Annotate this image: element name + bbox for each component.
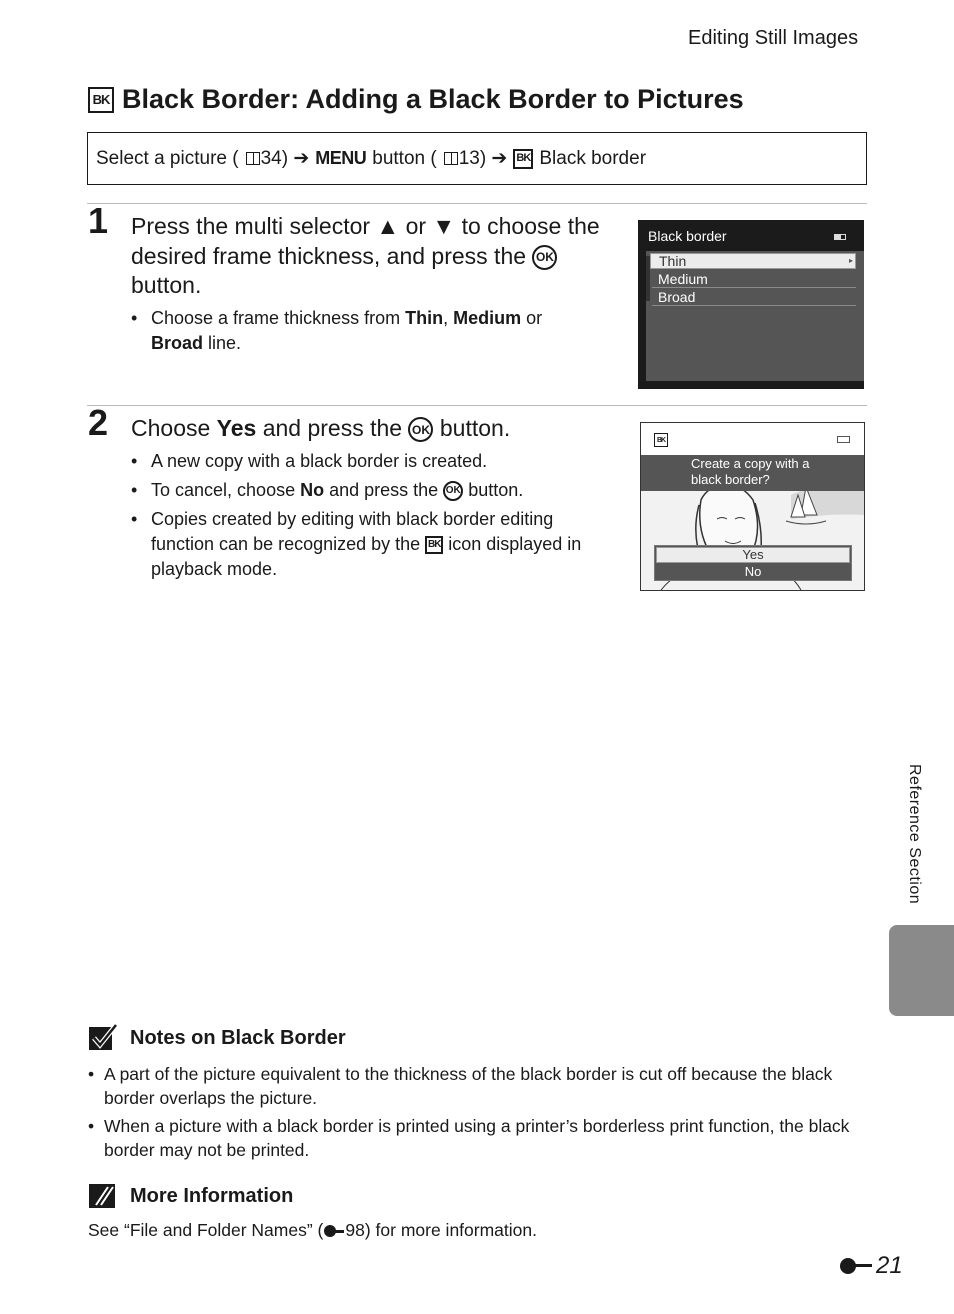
menu-path-text: Select a picture (: [96, 147, 239, 169]
step-notes: [131, 449, 621, 582]
text: button.: [439, 415, 511, 441]
step-number: 2: [88, 402, 109, 443]
divider: [87, 405, 867, 406]
notes-heading: [88, 1024, 346, 1052]
text: ) for more information.: [364, 1220, 537, 1240]
step-line: button.: [131, 272, 202, 298]
list-item: • When a picture with a black border is printed using a printer’s borderless print function, the black border may not be printed.: [88, 1114, 868, 1162]
section-title: Editing Still Images: [688, 27, 859, 49]
step-line: [131, 242, 621, 272]
menu-path-text: button (: [372, 147, 437, 169]
pencil-note-icon: [88, 1183, 118, 1209]
page-ref-number: 34: [260, 147, 282, 169]
option-name: Yes: [216, 415, 257, 441]
menu-item: Broad: [652, 289, 856, 306]
text: and press the: [256, 415, 403, 441]
text: and press the: [324, 480, 439, 500]
step-instruction: [131, 212, 621, 301]
more-info-heading: [88, 1183, 293, 1209]
text: or: [521, 308, 543, 328]
menu-panel: [646, 251, 864, 381]
step-text: desired frame thickness, and press the: [131, 242, 527, 269]
option-name: No: [300, 480, 325, 500]
list-item: [131, 306, 601, 356]
text: button.: [468, 480, 524, 500]
black-border-icon: BK: [425, 536, 443, 554]
menu-path-text: Black border: [539, 147, 647, 169]
page-number: [840, 1252, 903, 1280]
reference-section-icon: [840, 1257, 874, 1275]
page-ref-number: 98: [345, 1220, 365, 1240]
yes-no-menu: [654, 545, 852, 581]
battery-icon: [834, 234, 846, 240]
text: See “File and Folder Names” (: [88, 1220, 324, 1240]
no-option: No: [744, 564, 762, 579]
arrow-text: ) ➔: [479, 148, 508, 169]
menu-item: Medium: [652, 271, 856, 288]
list-item: • A part of the picture equivalent to the thickness of the black border is cut off because the black border overlaps the picture.: [88, 1062, 868, 1110]
page-title-text: Black Border: Adding a Black Border to Pictures: [122, 84, 744, 114]
text: line.: [203, 333, 242, 353]
list-item: [131, 478, 621, 503]
step-instruction: [131, 414, 621, 444]
black-border-icon: BK: [513, 149, 533, 169]
reference-section-icon: [323, 1225, 345, 1237]
divider: [87, 203, 867, 204]
prompt-banner: [641, 455, 864, 491]
battery-icon: [837, 436, 850, 443]
arrow-text: ) ➔: [281, 148, 310, 169]
section-tab: [889, 925, 954, 1016]
camera-screen-confirm: [640, 422, 865, 591]
option-name: Medium: [453, 308, 522, 328]
notes-list: [88, 1062, 868, 1162]
list-item: • A new copy with a black border is created.: [131, 449, 621, 474]
page-title: [88, 84, 744, 115]
notes-heading-text: Notes on Black Border: [130, 1026, 346, 1049]
page-ref-number: 13: [458, 147, 480, 169]
more-info-heading-text: More Information: [130, 1184, 294, 1207]
checkmark-caution-icon: [88, 1024, 118, 1052]
reference-section-label: Reference Section: [906, 764, 923, 905]
step-line: Press the multi selector ▲ or ▼ to choose the: [131, 213, 600, 239]
screen-title: Black border: [648, 228, 727, 244]
menu-path-box: [87, 132, 867, 185]
text: Choose a frame thickness from: [151, 308, 406, 328]
screen-top-bar: [641, 423, 864, 455]
text: To cancel, choose: [151, 480, 301, 500]
page-reference-icon: [246, 152, 260, 165]
text: icon displayed in: [448, 534, 582, 554]
page-number-value: 21: [876, 1252, 903, 1279]
text: Copies created by editing with black border editing: [151, 509, 554, 529]
chevron-right-icon: ▸: [848, 256, 853, 265]
text: playback mode.: [151, 559, 278, 579]
step-notes: [131, 306, 601, 356]
yes-option: Yes: [656, 547, 850, 563]
option-name: Thin: [405, 308, 444, 328]
menu-item-selected: [650, 253, 856, 269]
page-reference-icon: [444, 152, 458, 165]
option-name: Broad: [151, 333, 204, 353]
menu-button-icon: MENU: [315, 148, 367, 168]
prompt-text: black border?: [691, 472, 770, 487]
ok-button-icon: OK: [408, 417, 433, 442]
text: Choose: [131, 415, 217, 441]
camera-screen-black-border-menu: [638, 220, 864, 389]
prompt-text: Create a copy with a: [691, 456, 810, 471]
black-border-icon: BK: [88, 87, 114, 113]
step-number: 1: [88, 200, 109, 241]
black-border-icon: BK: [654, 433, 668, 447]
ok-button-icon: OK: [443, 481, 463, 501]
text: ,: [443, 308, 454, 328]
list-item: [131, 507, 621, 582]
more-info-text: [88, 1220, 537, 1241]
option-thin: Thin: [659, 253, 687, 269]
text: function can be recognized by the: [151, 534, 421, 554]
ok-button-icon: OK: [532, 245, 557, 270]
